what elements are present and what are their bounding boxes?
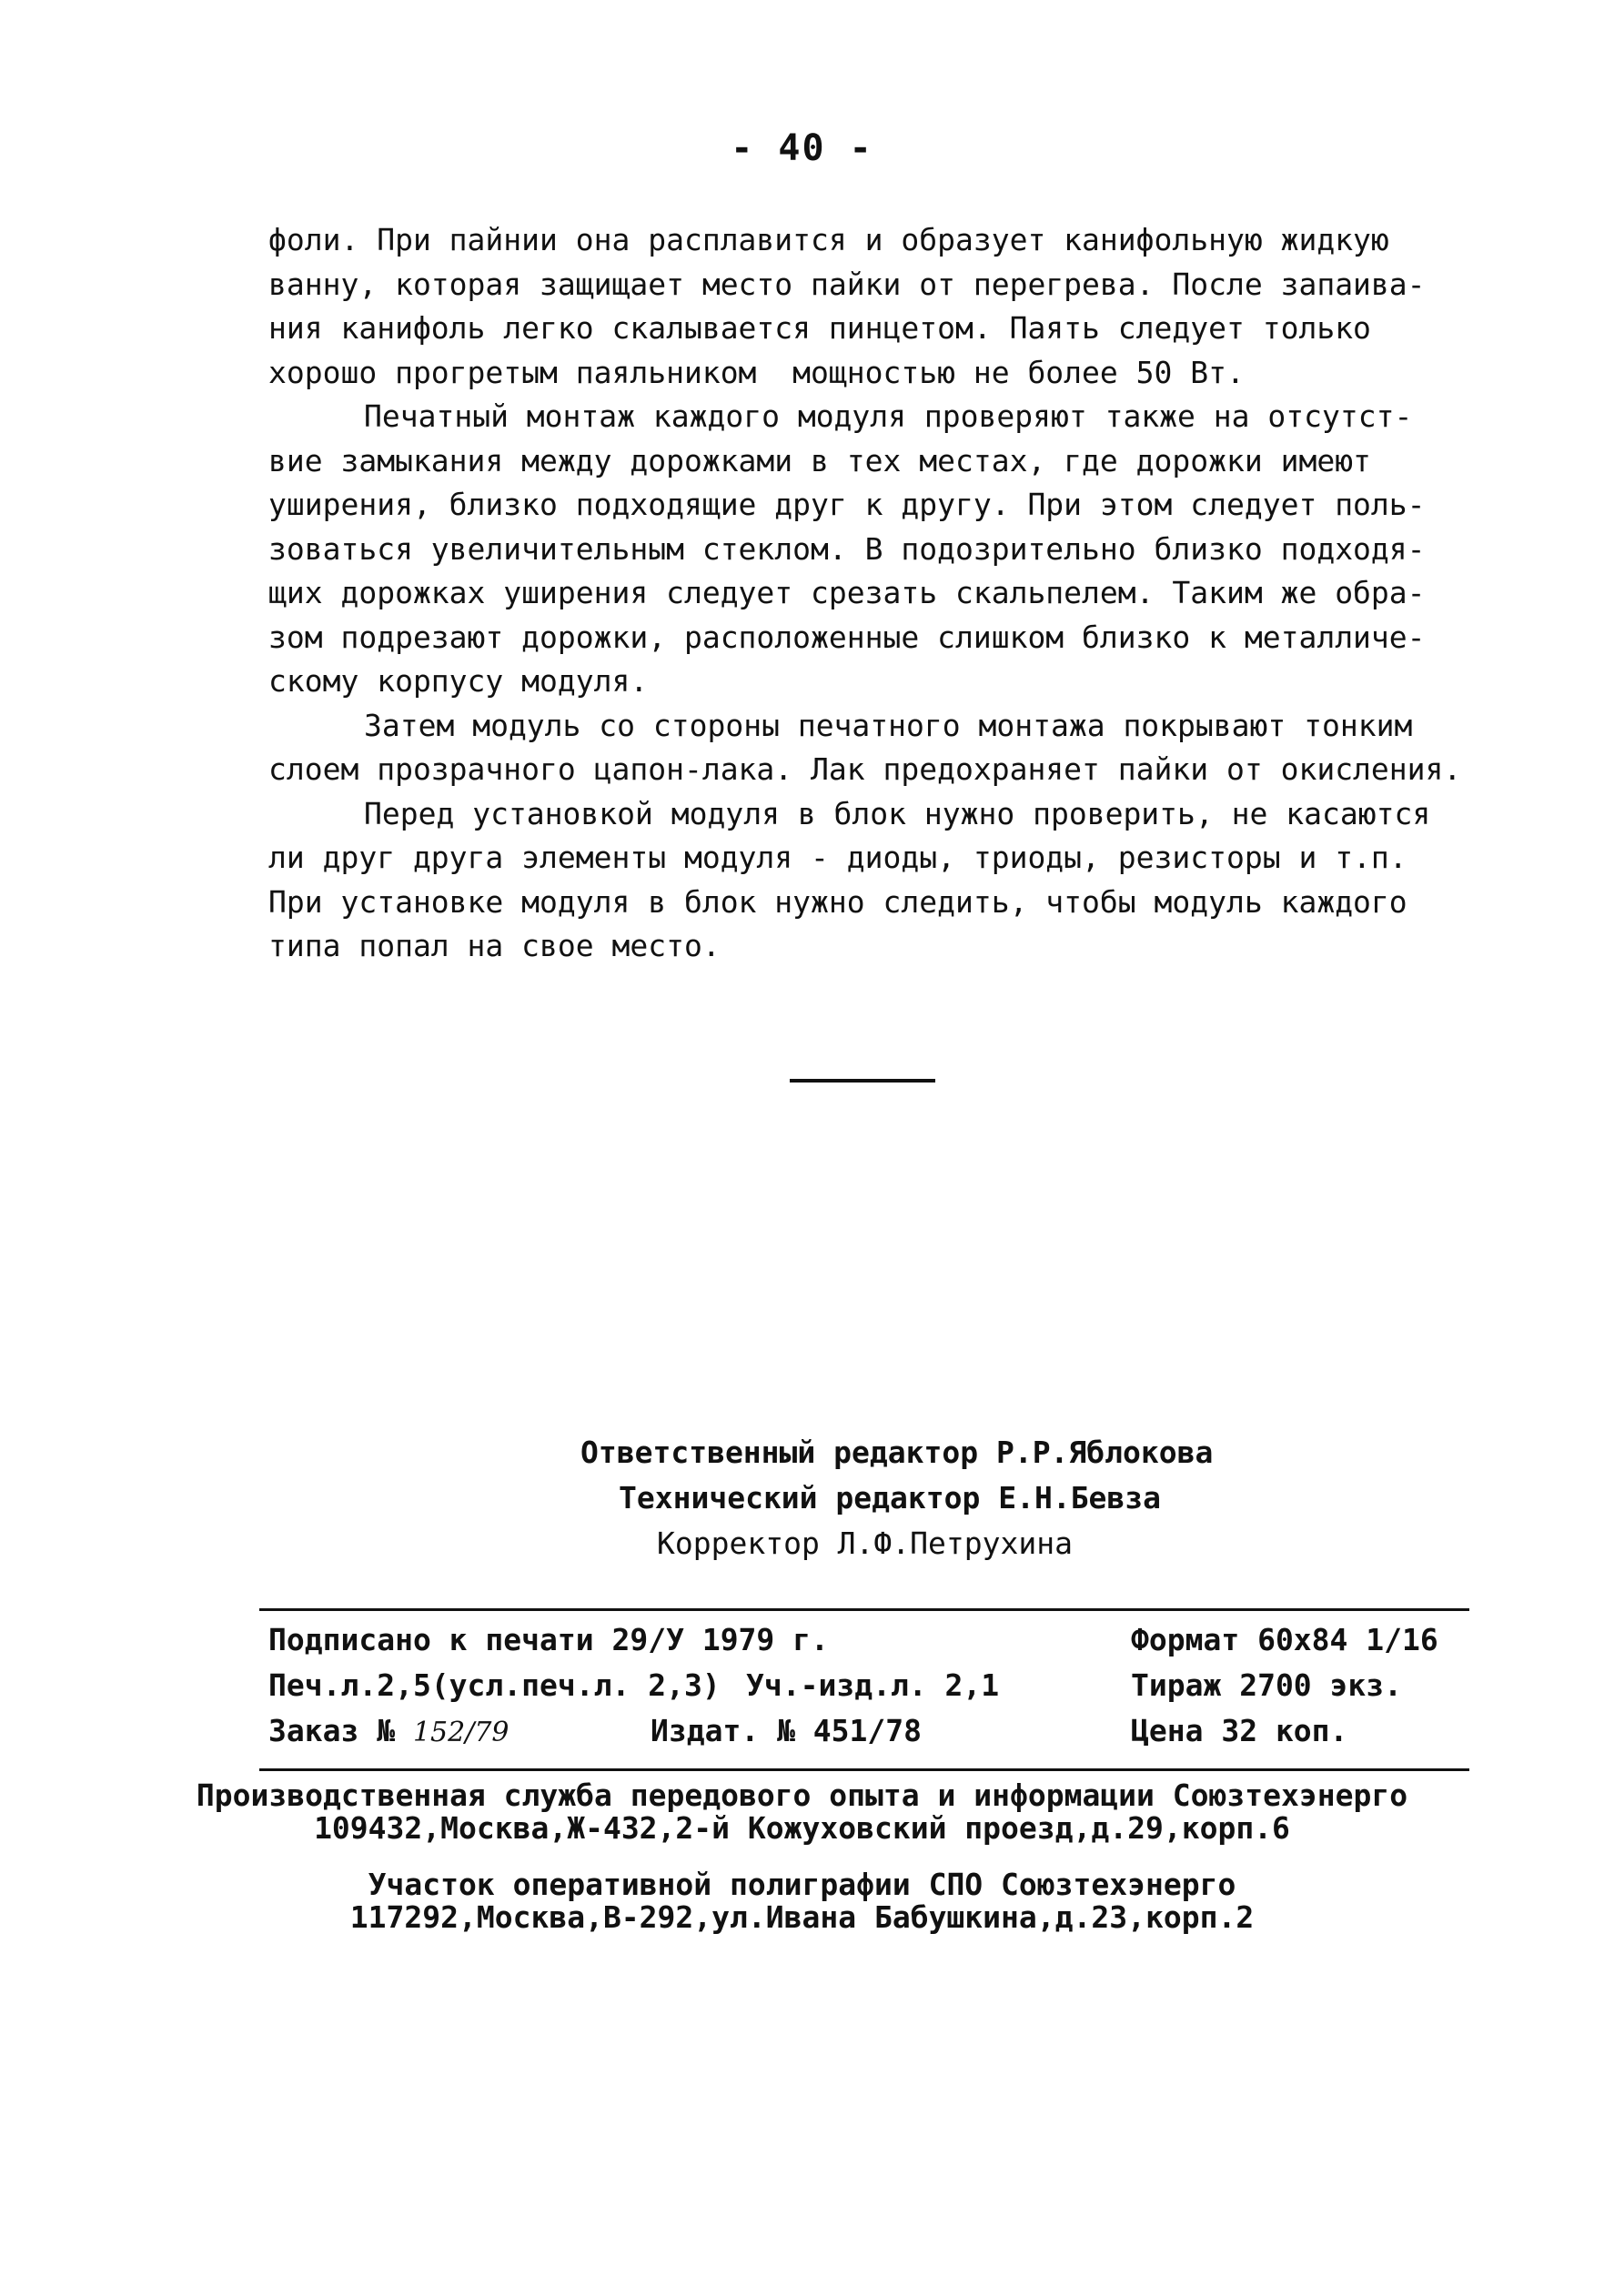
imprint-bottom-rule bbox=[259, 1768, 1469, 1771]
producer-line-4: 117292,Москва,В-292,ул.Ивана Бабушкина,д.23,корп.2 bbox=[349, 1899, 1255, 1935]
paragraph-4-line-3: При установке модуля в блок нужно следить, чтобы модуль каждого bbox=[268, 883, 1407, 920]
order-number bbox=[268, 1708, 509, 1756]
paragraph-1-line-3: ния канифоль легко скалывается пинцетом. Паять следует только bbox=[268, 310, 1371, 346]
section-divider bbox=[790, 1079, 935, 1083]
paper-format: Формат 60х84 1/16 bbox=[1131, 1622, 1438, 1657]
imprint bbox=[268, 1617, 1469, 1754]
order-label: Заказ № bbox=[268, 1713, 396, 1748]
paragraph-1-line-1: фоли. При пайнии она расплавится и образует канифольную жидкую bbox=[268, 222, 1389, 257]
producer-line-2: 109432,Москва,Ж-432,2-й Кожуховский проезд,д.29,корп.6 bbox=[314, 1810, 1290, 1846]
paragraph-4-line-2: ли друг друга элементы модуля - диоды, триоды, резисторы и т.п. bbox=[268, 840, 1407, 875]
imprint-row-1 bbox=[268, 1617, 1469, 1663]
publication-number: Издат. № 451/78 bbox=[651, 1713, 923, 1748]
proofreader: Корректор Л.Ф.Петрухина bbox=[657, 1526, 1073, 1561]
credits bbox=[0, 1430, 1604, 1566]
responsible-editor: Ответственный редактор Р.Р.Яблокова bbox=[580, 1435, 1214, 1470]
paragraph-2-line-1: Печатный монтаж каждого модуля проверяют также на отсутст- bbox=[364, 398, 1413, 434]
paragraph-4-line-1: Перед установкой модуля в блок нужно проверить, не касаются bbox=[364, 795, 1431, 831]
printed-sheets: Печ.л.2,5(усл.печ.л. 2,3) bbox=[268, 1667, 721, 1703]
page-number: - 40 - bbox=[731, 127, 873, 169]
imprint-top-rule bbox=[259, 1608, 1469, 1611]
paragraph-3-line-1: Затем модуль со стороны печатного монтажа покрывают тонким bbox=[364, 707, 1413, 743]
imprint-row-3 bbox=[268, 1708, 1469, 1754]
paragraph-2-line-3: уширения, близко подходящие друг к другу. При этом следует поль- bbox=[268, 487, 1426, 522]
price: Цена 32 коп. bbox=[1131, 1713, 1348, 1748]
paragraph-2-line-7: скому корпусу модуля. bbox=[268, 663, 649, 699]
imprint-row-2 bbox=[268, 1663, 1469, 1708]
edition-sheets: Уч.-изд.л. 2,1 bbox=[746, 1667, 1000, 1703]
body-text bbox=[268, 218, 1515, 969]
paragraph-2-line-4: зоваться увеличительным стеклом. В подозрительно близко подходя- bbox=[268, 530, 1426, 567]
producer-info bbox=[0, 1779, 1604, 1934]
print-run: Тираж 2700 экз. bbox=[1131, 1667, 1403, 1703]
order-handwritten-value: 152/79 bbox=[412, 1717, 509, 1748]
paragraph-3-line-2: слоем прозрачного цапон-лака. Лак предохраняет пайки от окисления. bbox=[268, 751, 1462, 787]
paragraph-2-line-6: зом подрезают дорожки, расположенные слишком близко к металличе- bbox=[268, 619, 1426, 655]
paragraph-1-line-4: хорошо прогретым паяльником мощностью не более 50 Вт. bbox=[268, 354, 1245, 390]
paragraph-4-line-4: типа попал на свое место. bbox=[268, 928, 721, 963]
technical-editor: Технический редактор Е.Н.Бевза bbox=[619, 1480, 1162, 1516]
signed-to-print: Подписано к печати 29/У 1979 г. bbox=[268, 1622, 829, 1657]
paragraph-1-line-2: ванну, которая защищает место пайки от перегрева. После запаива- bbox=[268, 266, 1426, 302]
paragraph-2-line-5: щих дорожках уширения следует срезать скальпелем. Таким же обра- bbox=[268, 575, 1426, 610]
producer-line-1: Производственная служба передового опыта и информации Союзтехэнерго bbox=[196, 1777, 1408, 1813]
producer-line-3: Участок оперативной полиграфии СПО Союзтехэнерго bbox=[368, 1867, 1236, 1902]
paragraph-2-line-2: вие замыкания между дорожками в тех местах, где дорожки имеют bbox=[268, 442, 1371, 478]
